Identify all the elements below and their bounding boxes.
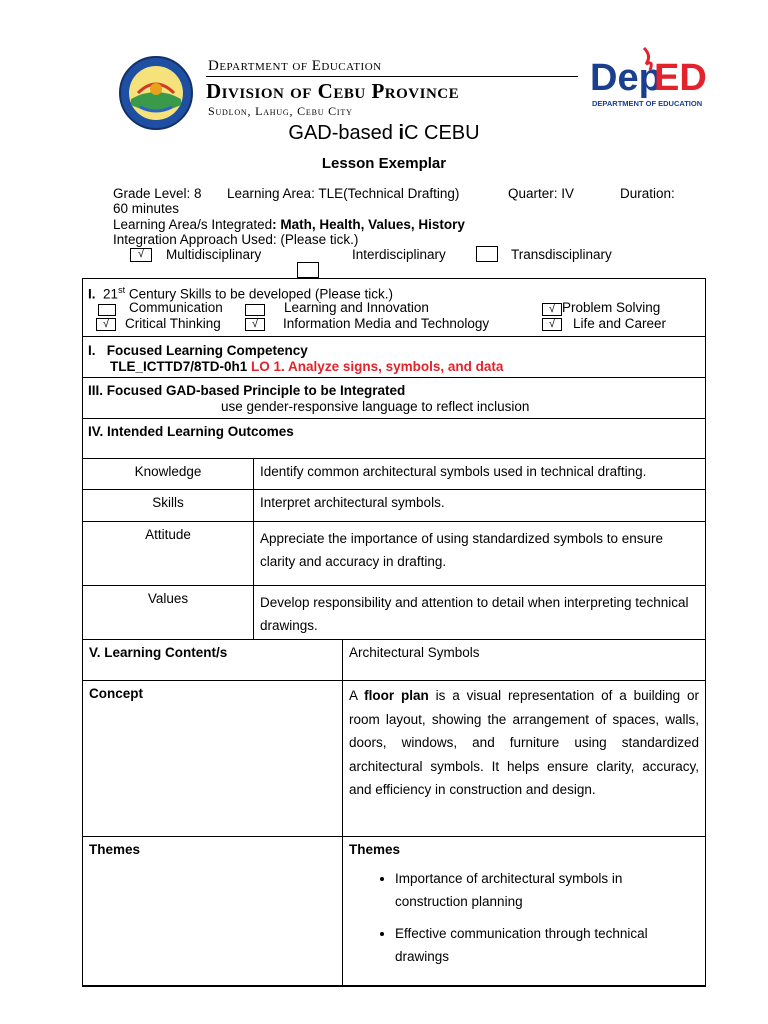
outcome-domain: Attitude (83, 522, 254, 586)
duration: Duration: (620, 186, 675, 201)
outcome-text: Appreciate the importance of using standardized symbols to ensure clarity and accuracy in drafting. (254, 522, 706, 586)
integration-approach: Integration Approach Used: (Please tick.) (113, 232, 359, 247)
header-rule (206, 76, 578, 77)
themes-cell (343, 837, 706, 987)
interdisciplinary-checkbox[interactable] (297, 262, 319, 278)
page-subtitle: Lesson Exemplar (321, 155, 447, 172)
skill-critical-thinking: Critical Thinking (125, 316, 221, 331)
outcomes-heading: IV. Intended Learning Outcomes (88, 424, 294, 439)
outcome-domain: Values (83, 586, 254, 640)
deped-logo (588, 46, 710, 110)
outcomes-table (82, 458, 706, 640)
transdisciplinary-checkbox[interactable] (476, 246, 498, 262)
content-table (82, 639, 706, 987)
divider (82, 418, 706, 419)
interdisciplinary-label: Interdisciplinary (352, 247, 446, 262)
multidisciplinary-label: Multidisciplinary (166, 247, 262, 262)
gad-principle-heading: III. Focused GAD-based Principle to be Integrated (88, 383, 406, 398)
table-row (83, 681, 706, 837)
divider (82, 336, 706, 337)
life-career-checkbox[interactable]: √ (542, 318, 562, 331)
list-item: • Effective communication through technical drawings (395, 922, 699, 968)
learning-area: Learning Area: TLE(Technical Drafting) (227, 186, 460, 201)
critical-thinking-checkbox[interactable]: √ (96, 318, 116, 331)
svg-text:ED: ED (654, 57, 707, 99)
division-address: Sudlon, Lahug, Cebu City (208, 104, 353, 118)
problem-solving-checkbox[interactable]: √ (542, 303, 562, 316)
themes-label: Themes (83, 837, 343, 987)
info-media-checkbox[interactable]: √ (245, 318, 265, 331)
table-row (83, 586, 706, 640)
table-row (83, 522, 706, 586)
integrated-areas: Learning Area/s Integrated: Math, Health, Values, History (113, 217, 465, 232)
skill-information-media: Information Media and Technology (283, 316, 490, 331)
concept-label: Concept (83, 681, 343, 837)
svg-text:DEPARTMENT OF EDUCATION: DEPARTMENT OF EDUCATION (592, 99, 703, 108)
transdisciplinary-label: Transdisciplinary (511, 247, 612, 262)
competency-code: TLE_ICTTD7/8TD-0h1 LO 1. Analyze signs, symbols, and data (110, 359, 504, 374)
learning-content-value: Architectural Symbols (343, 640, 706, 681)
grade-level: Grade Level: 8 (113, 186, 202, 201)
section-skills: I. 21st Century Skills to be developed (Please tick.) (88, 285, 393, 302)
dept-name: Department of Education (208, 58, 382, 74)
multidisciplinary-checkbox[interactable]: √ (130, 248, 152, 262)
concept-text: A floor plan is a visual representation of a building or room layout, showing the arrangement of spaces, walls, doors, windows, and furniture using standardized architectural symbols. It helps ensure clarity, accuracy, and efficiency in construction and design. (343, 681, 706, 837)
outcome-text: Identify common architectural symbols used in technical drafting. (254, 459, 706, 490)
gad-principle-text: use gender-responsive language to reflect inclusion (221, 399, 530, 414)
themes-list (349, 867, 699, 968)
division-seal (118, 55, 194, 131)
svg-text:Dep: Dep (590, 57, 662, 99)
divider (82, 377, 706, 378)
outcome-text: Develop responsibility and attention to detail when interpreting technical drawings. (254, 586, 706, 640)
competency-heading: I. Focused Learning Competency (88, 343, 308, 358)
skill-problem-solving: Problem Solving (562, 300, 661, 315)
division-name: Division of Cebu Province (206, 79, 460, 103)
outcome-domain: Knowledge (83, 459, 254, 490)
skill-life-career: Life and Career (573, 316, 667, 331)
learning-content-label: V. Learning Content/s (83, 640, 343, 681)
quarter: Quarter: IV (508, 186, 575, 201)
outcome-domain: Skills (83, 490, 254, 522)
table-row (83, 640, 706, 681)
list-item: • Importance of architectural symbols in construction planning (395, 867, 699, 913)
outcome-text: Interpret architectural symbols. (254, 490, 706, 522)
table-row (83, 459, 706, 490)
duration-value: 60 minutes (113, 201, 180, 216)
page-title: GAD-based iC CEBU (288, 122, 480, 144)
skill-learning-innovation: Learning and Innovation (284, 300, 429, 315)
communication-checkbox[interactable] (98, 304, 116, 316)
themes-heading: Themes (349, 842, 401, 857)
skill-communication: Communication (129, 300, 223, 315)
table-row (83, 490, 706, 522)
learning-innovation-checkbox[interactable] (245, 304, 265, 316)
table-row (83, 837, 706, 987)
